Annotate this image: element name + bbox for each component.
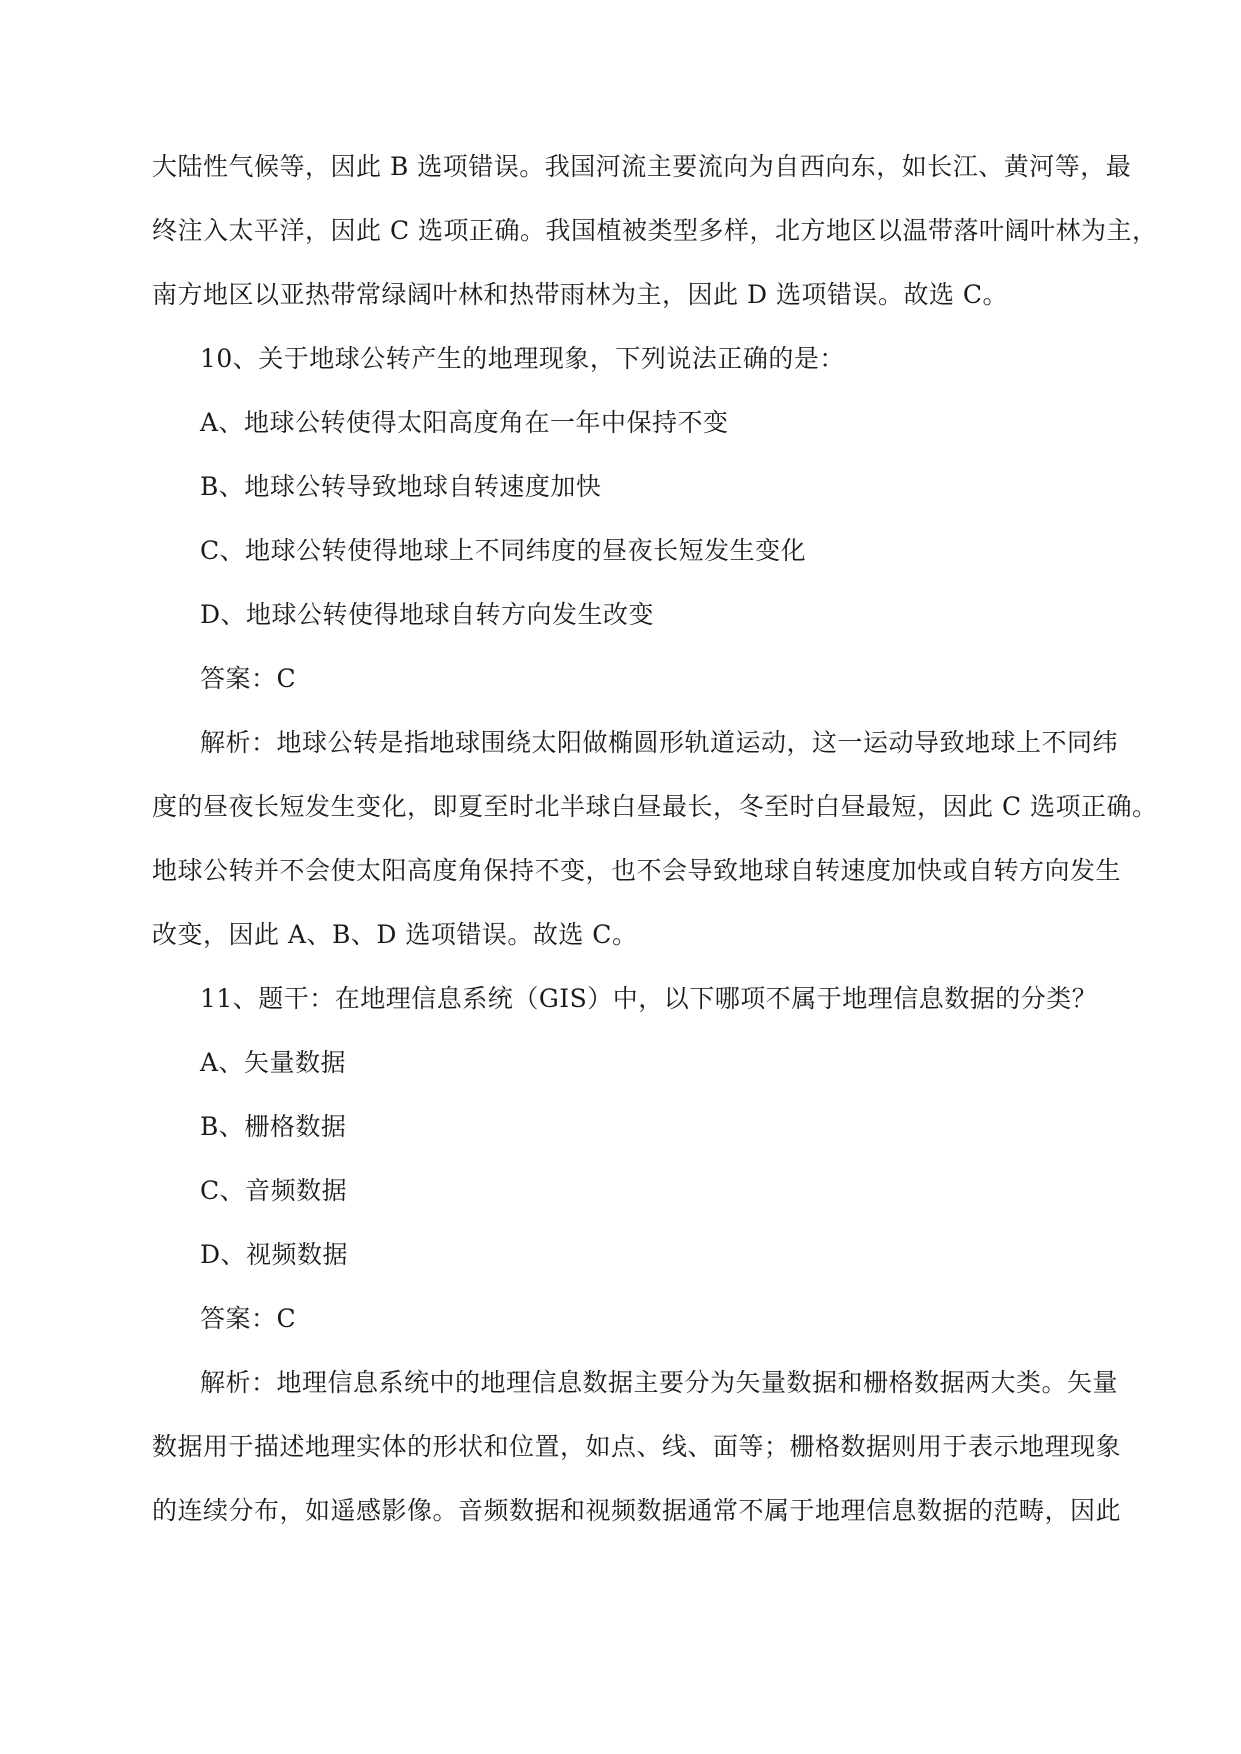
q11-option-d: D、视频数据 [200, 1240, 349, 1269]
q10-option-a: A、地球公转使得太阳高度角在一年中保持不变 [200, 408, 729, 437]
q10-answer: 答案：C [200, 664, 297, 693]
q10-option-d: D、地球公转使得地球自转方向发生改变 [200, 600, 655, 629]
q10-option-c: C、地球公转使得地球上不同纬度的昼夜长短发生变化 [200, 536, 807, 565]
q10-explanation-line-3: 地球公转并不会使太阳高度角保持不变，也不会导致地球自转速度加快或自转方向发生 [152, 856, 1122, 885]
q10-explanation-line-1: 解析：地球公转是指地球围绕太阳做椭圆形轨道运动，这一运动导致地球上不同纬 [200, 728, 1119, 757]
q10-option-b: B、地球公转导致地球自转速度加快 [200, 472, 602, 501]
continuation-line-2: 终注入太平洋，因此 C 选项正确。我国植被类型多样，北方地区以温带落叶阔叶林为主， [152, 216, 1158, 245]
q11-option-b: B、栅格数据 [200, 1112, 347, 1141]
q10-question: 10、关于地球公转产生的地理现象，下列说法正确的是： [200, 344, 845, 373]
q11-option-c: C、音频数据 [200, 1176, 348, 1205]
continuation-line-1: 大陆性气候等，因此 B 选项错误。我国河流主要流向为自西向东，如长江、黄河等，最 [152, 152, 1132, 181]
q11-option-a: A、矢量数据 [200, 1048, 347, 1077]
q11-explanation-line-2: 数据用于描述地理实体的形状和位置，如点、线、面等；栅格数据则用于表示地理现象 [152, 1432, 1122, 1461]
q10-explanation-line-4: 改变，因此 A、B、D 选项错误。故选 C。 [152, 920, 638, 949]
q11-question: 11、题干：在地理信息系统（GIS）中，以下哪项不属于地理信息数据的分类？ [200, 984, 1098, 1013]
q10-explanation-line-2: 度的昼夜长短发生变化，即夏至时北半球白昼最长，冬至时白昼最短，因此 C 选项正确。 [152, 792, 1158, 821]
q11-explanation-line-1: 解析：地理信息系统中的地理信息数据主要分为矢量数据和栅格数据两大类。矢量 [200, 1368, 1119, 1397]
continuation-line-3: 南方地区以亚热带常绿阔叶林和热带雨林为主，因此 D 选项错误。故选 C。 [152, 280, 1009, 309]
q11-answer: 答案：C [200, 1304, 297, 1333]
q11-explanation-line-3: 的连续分布，如遥感影像。音频数据和视频数据通常不属于地理信息数据的范畴，因此 [152, 1496, 1122, 1525]
